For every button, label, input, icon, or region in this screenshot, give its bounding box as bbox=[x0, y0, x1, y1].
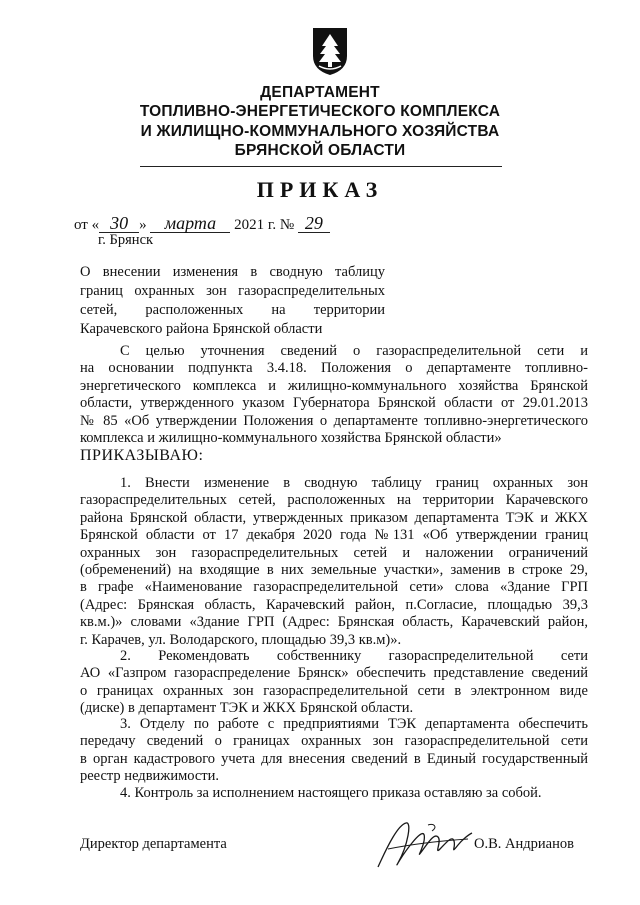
item-line: газораспределительных сетей, расположенных на территории Карачевского bbox=[80, 492, 588, 509]
number-sign: № bbox=[279, 217, 295, 233]
coat-of-arms-icon bbox=[311, 26, 349, 76]
signatory-title: Директор департамента bbox=[80, 836, 227, 852]
order-subject bbox=[80, 263, 385, 339]
subject-line: сетей, расположенных на территории bbox=[80, 302, 385, 318]
item-line: кв.м.)» словами «Здание ГРП (Адрес: Брянская область, Карачевский район, bbox=[80, 614, 588, 631]
date-line bbox=[74, 214, 330, 234]
item-line: 4. Контроль за исполнением настоящего приказа оставляю за собой. bbox=[120, 785, 542, 801]
preamble-line: С целью уточнения сведений о газораспределительной сети и bbox=[120, 343, 588, 359]
preamble-line: области, утвержденного указом Губернатора Брянской области от 29.01.2013 bbox=[80, 395, 588, 412]
department-title-line-4: БРЯНСКОЙ ОБЛАСТИ bbox=[234, 142, 406, 159]
item-line: района Брянской области, утвержденных приказом департамента ТЭК и ЖКХ bbox=[80, 509, 588, 526]
item-line: в графе «Наименование газораспределительной сети» слова «Здание ГРП bbox=[80, 579, 588, 596]
order-item-3 bbox=[80, 716, 588, 786]
preamble-line: № 85 «Об утверждении Положения о департаменте топливно-энергетического bbox=[80, 412, 588, 429]
subject-line: О внесении изменения в сводную таблицу bbox=[80, 264, 385, 280]
date-month: марта bbox=[150, 214, 230, 233]
handwritten-signature bbox=[368, 815, 478, 875]
item-line: передачу сведений о границах охранных зон газораспределительной сети bbox=[80, 733, 588, 750]
city: г. Брянск bbox=[98, 232, 154, 248]
preamble-line: энергетического комплекса и жилищно-коммунального хозяйства Брянской bbox=[80, 377, 588, 394]
department-title-line-3: И ЖИЛИЩНО-КОММУНАЛЬНОГО ХОЗЯЙСТВА bbox=[140, 123, 500, 140]
order-item-1 bbox=[80, 475, 588, 649]
item-line: в орган кадастрового учета для внесения сведений в Единый государственный bbox=[80, 750, 588, 767]
preamble-line: на основании подпункта 3.4.18. Положения о департаменте топливно- bbox=[80, 360, 588, 377]
header-divider bbox=[140, 166, 502, 167]
date-prefix: от bbox=[74, 217, 88, 233]
subject-line: границ охранных зон газораспределительных bbox=[80, 283, 385, 299]
item-line: (обременений) на входящие в них земельные участки», заменив в строке 29, bbox=[80, 562, 588, 579]
document-type: ПРИКАЗ bbox=[256, 177, 384, 202]
preamble-line: комплекса и жилищно-коммунального хозяйства Брянской области» bbox=[80, 430, 502, 447]
order-number: 29 bbox=[298, 214, 330, 233]
item-line: Брянской области от 17 декабря 2020 года №131 «Об утверждении границ bbox=[80, 527, 588, 544]
item-line: 3. Отделу по работе с предприятиями ТЭК департамента обеспечить bbox=[120, 716, 588, 732]
item-line: АО «Газпром газораспределение Брянск» обеспечить представление сведений bbox=[80, 665, 588, 682]
subject-line: Карачевского района Брянской области bbox=[80, 321, 323, 337]
order-item-2 bbox=[80, 648, 588, 718]
item-line: (Адрес: Брянская область, Карачевский район, п.Согласие, площадью 39,3 bbox=[80, 596, 588, 613]
order-word: ПРИКАЗЫВАЮ: bbox=[80, 447, 204, 464]
date-year: 2021 г. bbox=[234, 217, 277, 233]
item-line: реестр недвижимости. bbox=[80, 768, 220, 785]
item-line: 1. Внести изменение в сводную таблицу границ охранных зон bbox=[120, 475, 588, 491]
item-line: охранных зон газораспределительных сетей и наложении ограничений bbox=[80, 544, 588, 561]
item-line: 2. Рекомендовать собственнику газораспределительной сети bbox=[120, 648, 588, 664]
department-title-line-2: ТОПЛИВНО-ЭНЕРГЕТИЧЕСКОГО КОМПЛЕКСА bbox=[139, 103, 501, 120]
order-item-4 bbox=[80, 785, 588, 802]
item-line: (диске) в департамент ТЭК и ЖКХ Брянской области. bbox=[80, 700, 414, 717]
signatory-name: О.В. Андрианов bbox=[474, 836, 574, 852]
department-title-line-1: ДЕПАРТАМЕНТ bbox=[260, 84, 380, 101]
date-close-quote: » bbox=[139, 217, 147, 233]
date-open-quote: « bbox=[91, 217, 100, 233]
date-day: 30 bbox=[99, 214, 139, 233]
item-line: г. Карачев, ул. Володарского, площадью 39,3 кв.м)». bbox=[80, 631, 402, 648]
preamble bbox=[80, 343, 588, 447]
item-line: о границах охранных зон газораспределительной сети в электронном виде bbox=[80, 682, 588, 699]
